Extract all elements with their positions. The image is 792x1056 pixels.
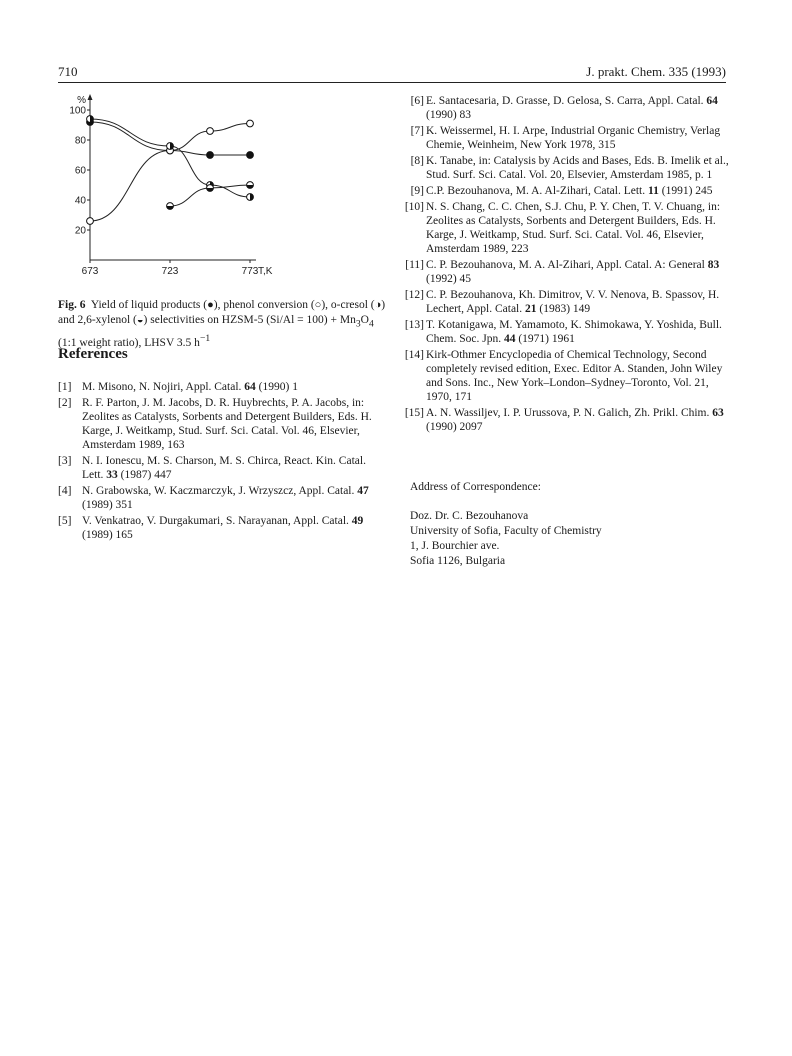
reference-text: M. Misono, N. Nojiri, Appl. Catal.: [82, 381, 245, 393]
data-point-bottom-half-filled-circle: [207, 185, 214, 192]
reference-text: C. P. Bezouhanova, M. A. Al-Zihari, Appl. Catal. A: General: [426, 259, 708, 271]
caption-text: ), o-cresol (: [321, 299, 375, 311]
x-tick-label: 723: [161, 266, 179, 277]
reference-item: [400, 348, 730, 404]
reference-item: [400, 258, 730, 286]
open-circle-icon: ○: [314, 299, 322, 311]
caption-text: Yield of liquid products (: [90, 299, 208, 311]
journal-reference: J. prakt. Chem. 335 (1993): [586, 64, 726, 79]
reference-number: [11]: [405, 259, 424, 271]
lower-half-circle-icon: ◒: [136, 314, 144, 326]
caption-text: ), phenol conversion (: [213, 299, 315, 311]
reference-number: [8]: [410, 155, 424, 167]
data-point-filled-circle: [207, 152, 214, 159]
references-list-right: [400, 94, 730, 436]
correspondence-address: [410, 480, 602, 569]
reference-text: (1987) 447: [117, 469, 172, 481]
reference-text: (1983) 149: [536, 303, 591, 315]
reference-text: (1989) 351: [82, 499, 133, 511]
reference-text: N. Grabowska, W. Kaczmarczyk, J. Wrzyszcz, Appl. Catal.: [82, 485, 358, 497]
reference-number: [13]: [404, 319, 424, 331]
figure-6-chart: [58, 90, 276, 288]
reference-number: [12]: [404, 289, 424, 301]
reference-text: T. Kotanigawa, M. Yamamoto, K. Shimokawa, Y. Yoshida, Bull. Chem. Soc. Jpn.: [426, 319, 722, 345]
data-point-right-half-filled-circle: [167, 143, 174, 150]
reference-number: [5]: [58, 515, 72, 527]
reference-item: [400, 94, 730, 122]
reference-text: N. I. Ionescu, M. S. Charson, M. S. Chirca, React. Kin. Catal. Lett.: [82, 455, 366, 481]
y-tick-label: 100: [69, 105, 86, 117]
reference-text: (1989) 165: [82, 529, 133, 541]
reference-item: [400, 200, 730, 256]
reference-number: [10]: [404, 201, 424, 213]
reference-text: A. N. Wassiljev, I. P. Urussova, P. N. Galich, Zh. Prikl. Chim.: [426, 407, 713, 419]
y-axis-label: %: [77, 95, 86, 106]
reference-number: [3]: [58, 455, 72, 467]
series-line-2: [90, 119, 250, 197]
references-list-left: [58, 380, 390, 544]
subscript: 4: [368, 318, 374, 330]
subscript: 3: [355, 318, 361, 330]
caption-text: ) selectivities on HZSM-5 (Si/Al = 100) + Mn: [143, 314, 356, 326]
reference-number: [1]: [58, 381, 72, 393]
address-title: Address of Correspondence:: [410, 481, 541, 493]
data-point-open-circle: [247, 120, 254, 127]
reference-number: [4]: [58, 485, 72, 497]
reference-volume: 64: [706, 95, 718, 107]
reference-text: R. F. Parton, J. M. Jacobs, D. R. Huybrechts, P. A. Jacobs, in: Zeolites as Catalysts, Sorbents and Detergent Builders, Eds. H. Karge, J. Weitkamp, Stud. Surf. Sci. Catal. Vol. 46, Elsevier, Amsterdam 1989, 163: [82, 397, 372, 451]
y-axis-arrow: [88, 94, 93, 100]
reference-text: V. Venkatrao, V. Durgakumari, S. Narayanan, Appl. Catal.: [82, 515, 352, 527]
x-tick-label: 773: [241, 266, 259, 277]
reference-number: [15]: [404, 407, 424, 419]
data-point-filled-circle: [247, 152, 254, 159]
address-line: Doz. Dr. C. Bezouhanova: [410, 510, 529, 522]
reference-item: [58, 454, 390, 482]
caption-text: ) and 2,6-xylenol (: [58, 299, 386, 326]
data-point-open-circle: [87, 218, 94, 225]
y-tick-label: 80: [74, 135, 86, 147]
data-point-bottom-half-filled-circle: [247, 182, 254, 189]
data-point-right-half-filled-circle: [87, 116, 94, 123]
data-point-bottom-half-filled-circle: [167, 203, 174, 210]
reference-text: C.P. Bezouhanova, M. A. Al-Zihari, Catal. Lett.: [426, 185, 648, 197]
reference-text: N. S. Chang, C. C. Chen, S.J. Chu, P. Y. Chen, T. V. Chuang, in: Zeolites as Catalysts, Sorbents and Detergent Builders, Eds. H. Karge, J. Weitkamp, Stud. Surf. Sci. Catal. Vol. 46, Elsevier, Amsterdam 1989, 223: [426, 201, 721, 255]
reference-text: (1992) 45: [426, 273, 472, 285]
reference-item: [400, 124, 730, 152]
reference-item: [400, 154, 730, 182]
running-header: [58, 64, 726, 83]
reference-text: (1990) 83: [426, 109, 472, 121]
reference-text: E. Santacesaria, D. Grasse, D. Gelosa, S. Carra, Appl. Catal.: [426, 95, 707, 107]
reference-number: [9]: [410, 185, 424, 197]
address-line: University of Sofia, Faculty of Chemistry: [410, 525, 602, 537]
reference-number: [7]: [410, 125, 424, 137]
reference-volume: 49: [351, 515, 364, 527]
reference-text: (1990) 2097: [426, 421, 483, 433]
figure-caption: [58, 298, 388, 351]
reference-volume: 47: [357, 485, 369, 497]
x-tick-label: 673: [81, 266, 99, 277]
half-filled-circle-icon: ◑: [374, 299, 382, 311]
y-tick-label: 20: [74, 225, 86, 237]
y-tick-label: 40: [74, 195, 86, 207]
reference-item: [400, 288, 730, 316]
data-point-right-half-filled-circle: [247, 194, 254, 201]
data-point-open-circle: [207, 128, 214, 135]
reference-item: [400, 318, 730, 346]
y-tick-label: 60: [74, 165, 86, 177]
x-axis-label: T,K: [258, 266, 273, 277]
superscript: −1: [199, 333, 211, 345]
reference-volume: 11: [647, 185, 659, 197]
reference-number: [14]: [404, 349, 424, 361]
reference-text: K. Weissermel, H. I. Arpe, Industrial Organic Chemistry, Verlag Chemie, Weinheim, New York 1978, 315: [426, 125, 721, 151]
reference-item: [58, 514, 390, 542]
filled-circle-icon: ●: [207, 299, 214, 311]
reference-item: [400, 406, 730, 434]
references-heading: References: [58, 346, 128, 362]
reference-item: [58, 380, 390, 394]
address-line: 1, J. Bourchier ave.: [410, 540, 500, 552]
reference-volume: 33: [106, 469, 118, 481]
reference-volume: 63: [712, 407, 724, 419]
reference-volume: 21: [525, 303, 537, 315]
address-line: Sofia 1126, Bulgaria: [410, 555, 506, 567]
reference-volume: 64: [244, 381, 256, 393]
caption-text: O: [360, 314, 369, 326]
reference-text: K. Tanabe, in: Catalysis by Acids and Bases, Eds. B. Imelik et al., Stud. Surf. Sci. Catal. Vol. 20, Elsevier, Amsterdam 1985, p. 1: [426, 155, 729, 181]
reference-text: (1991) 245: [658, 185, 713, 197]
page-number: 710: [58, 64, 78, 79]
reference-item: [58, 396, 390, 452]
caption-text: (1:1 weight ratio), LHSV 3.5 h: [58, 337, 200, 350]
reference-number: [2]: [58, 397, 72, 409]
reference-text: (1971) 1961: [515, 333, 575, 345]
figure-label: Fig. 6: [58, 299, 86, 311]
reference-item: [58, 484, 390, 512]
reference-text: C. P. Bezouhanova, Kh. Dimitrov, V. V. Nenova, B. Spassov, H. Lechert, Appl. Catal.: [426, 289, 720, 315]
reference-number: [6]: [410, 95, 424, 107]
reference-volume: 83: [707, 259, 720, 271]
chart-svg: [58, 90, 276, 288]
reference-text: Kirk-Othmer Encyclopedia of Chemical Technology, Second completely revised edition, Exec. Editor A. Standen, John Wiley and Sons. Inc., New York–London–Sydney–Toronto, Vol. 21, 1970, 171: [426, 349, 723, 403]
reference-item: [400, 184, 730, 198]
reference-text: (1990) 1: [255, 381, 298, 393]
reference-volume: 44: [503, 333, 516, 345]
